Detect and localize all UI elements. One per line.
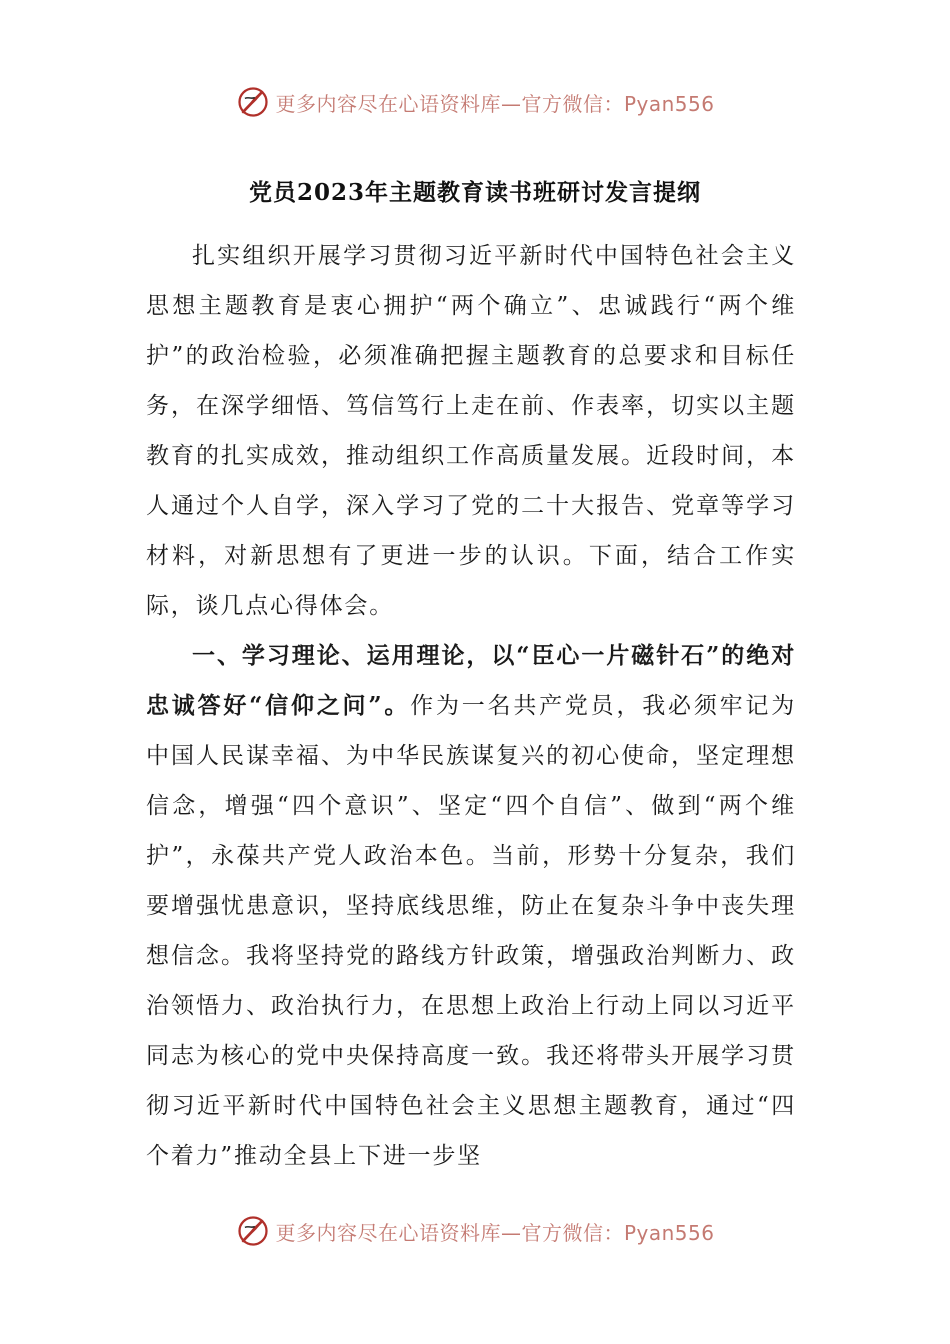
paragraph-text: 扎实组织开展学习贯彻习近平新时代中国特色社会主义思想主题教育是衷心拥护“两个确立”、忠诚践行“两个维护”的政治检验，必须准确把握主题教育的总要求和目标任务，在深学细悟、笃信笃行上走在前、作表率，切实以主题教育的扎实成效，推动组织工作高质量发展。近段时间，本人通过个人自学，深入学习了党的二十大报告、党章等学习材料，对新思想有了更进一步的认识。下面，结合工作实际，谈几点心得体会。 — [146, 243, 796, 619]
watermark-text: 更多内容尽在心语资料库—官方微信：Pyan556 — [275, 1220, 715, 1245]
document-body — [146, 231, 796, 1181]
watermark-text: 更多内容尽在心语资料库—官方微信：Pyan556 — [275, 91, 715, 116]
paragraph-text: 作为一名共产党员，我必须牢记为中国人民谋幸福、为中华民族谋复兴的初心使命，坚定理想信念，增强“四个意识”、坚定“四个自信”、做到“两个维护”，永葆共产党人政治本色。当前，形势十分复杂，我们要增强忧患意识，坚持底线思维，防止在复杂斗争中丧失理想信念。我将坚持党的路线方针政策，增强政治判断力、政治领悟力、政治执行力，在思想上政治上行动上同以习近平同志为核心的党中央保持高度一致。我还将带头开展学习贯彻习近平新时代中国特色社会主义思想主题教育，通过“四个着力”推动全县上下进一步坚 — [146, 693, 797, 1169]
intro-paragraph — [146, 231, 796, 631]
quill-logo-icon — [235, 1213, 271, 1249]
header-watermark-banner — [0, 82, 950, 122]
section-one-paragraph — [146, 631, 796, 1181]
document-title: 党员2023年主题教育读书班研讨发言提纲 — [248, 179, 701, 206]
quill-logo-icon — [235, 84, 271, 120]
footer-watermark-banner — [0, 1211, 950, 1251]
section-heading: 一、学习理论、运用理论，以“臣心一片磁针石”的绝对忠诚答好“信仰之问”。 — [146, 642, 796, 719]
